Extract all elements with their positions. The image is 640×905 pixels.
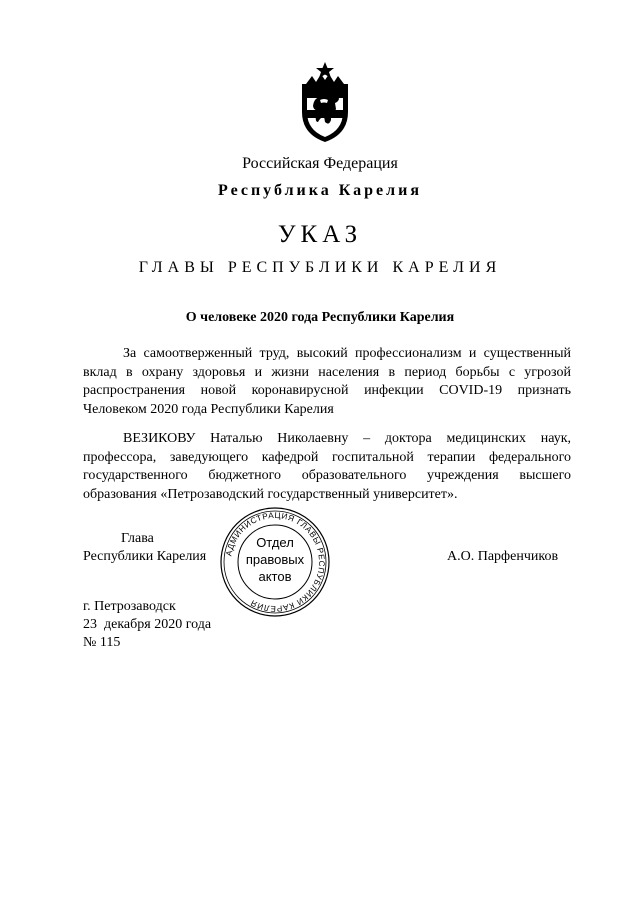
document-number: № 115 [83, 635, 121, 650]
republic-name: Республика Карелия [218, 182, 422, 199]
stamp-line-2: правовых [245, 552, 305, 567]
issue-date: 23 декабря 2020 года [83, 617, 212, 632]
document-type: УКАЗ [277, 221, 363, 248]
issuer: ГЛАВЫ РЕСПУБЛИКИ КАРЕЛИЯ [138, 259, 502, 276]
signer-name: А.О. Парфенчиков [447, 549, 559, 564]
body-paragraph-1: За самоотверженный труд, высокий профессионализм и существенный вклад в охрану здоровья и жизни населения в период борьбы с угрозой распространения новой коронавирусной инфекции COVID-19 признать Человеком 2020 года Республики Карелия [83, 346, 571, 417]
issue-place: г. Петрозаводск [83, 599, 176, 614]
signer-position-line-2: Республики Карелия [83, 549, 207, 564]
signer-position-line-1: Глава [121, 531, 154, 546]
karelia-coat-of-arms-icon [298, 62, 352, 144]
document-title: О человеке 2020 года Республики Карелия [185, 310, 455, 325]
body-paragraph-2: ВЕЗИКОВУ Наталью Николаевну – доктора медицинских наук, профессора, заведующего кафедрой госпитальной терапии федерального государственного бюджетного образовательного учреждения высшего образования «Петрозаводский государственный университет». [83, 431, 571, 502]
stamp-ring-text: АДМИНИСТРАЦИЯ ГЛАВЫ РЕСПУБЛИКИ КАРЕЛИЯ [224, 510, 327, 614]
stamp-line-3: актов [258, 569, 292, 584]
official-stamp [218, 505, 332, 619]
stamp-line-1: Отдел [256, 535, 294, 550]
country-name: Российская Федерация [242, 155, 398, 172]
